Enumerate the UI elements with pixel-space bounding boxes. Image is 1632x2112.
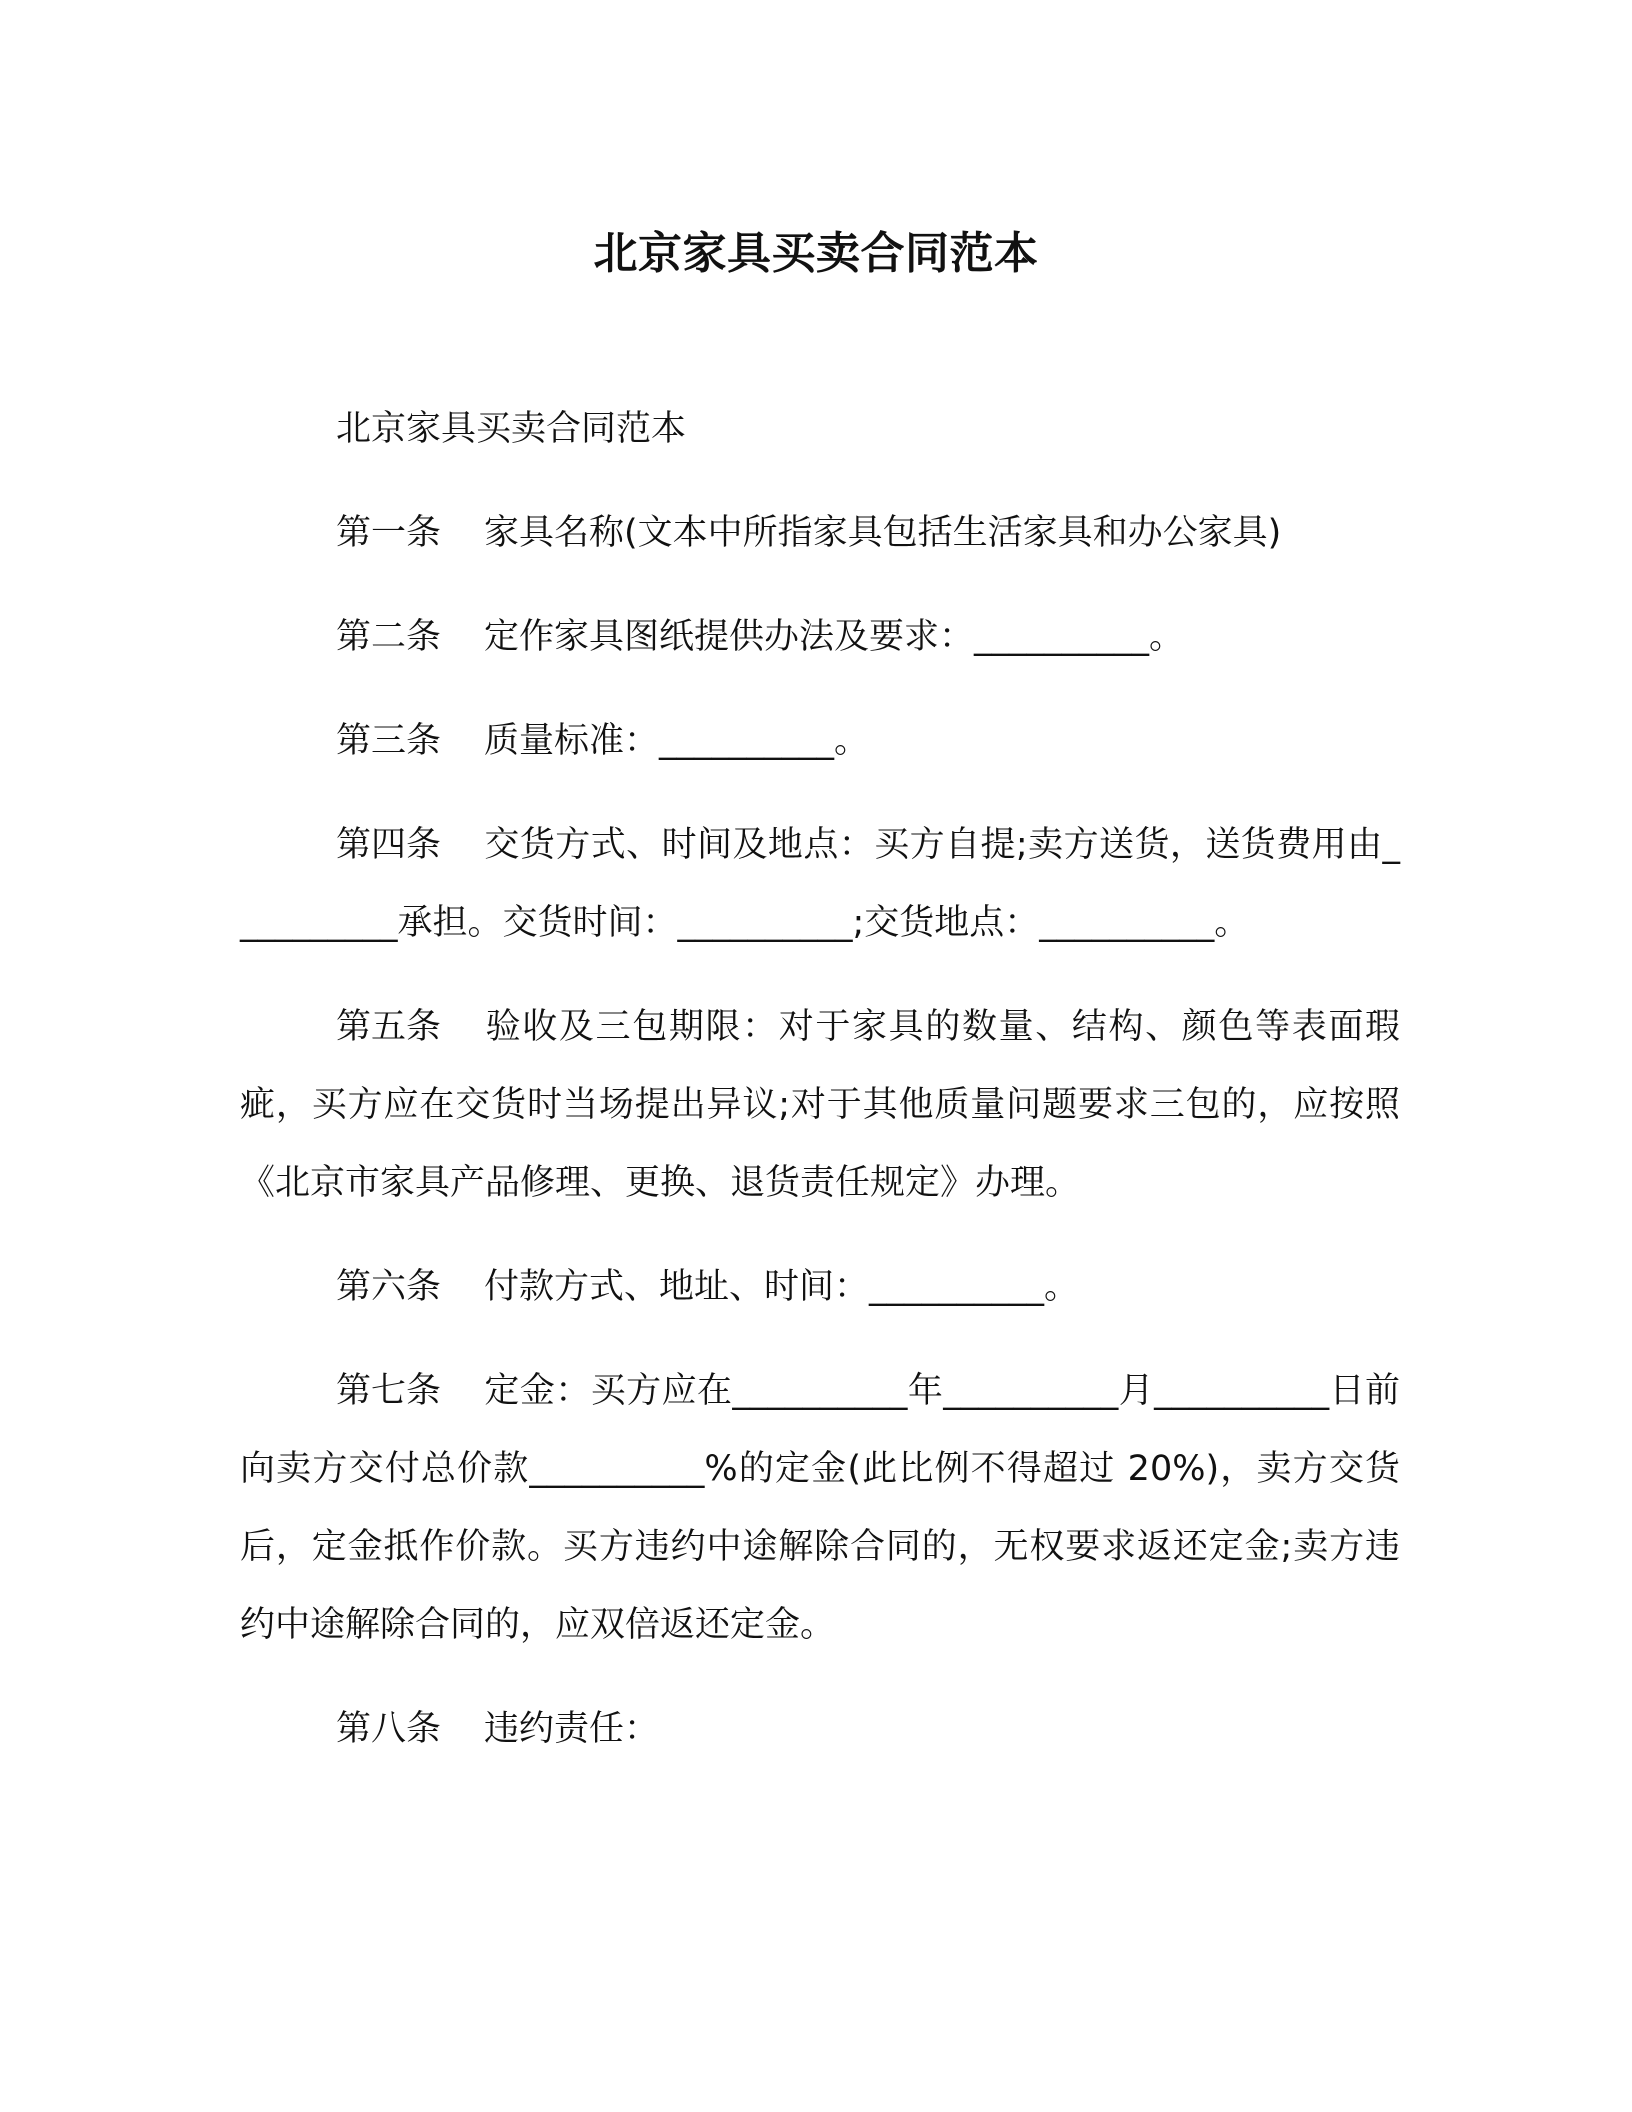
article-5-text: 验收及三包期限：对于家具的数量、结构、颜色等表面瑕疵，买方应在交货时当场提出异议;对于其他质量问题要求三包的，应按照《北京市家具产品修理、更换、退货责任规定》办理。 (240, 1007, 1400, 1203)
article-3 (240, 702, 1400, 780)
article-3-label: 第三条 (336, 721, 442, 761)
article-2-label: 第二条 (336, 617, 442, 657)
article-6 (240, 1248, 1400, 1326)
article-1-label: 第一条 (336, 513, 442, 553)
article-4 (240, 806, 1400, 962)
article-2-text: 定作家具图纸提供办法及要求：__________。 (484, 617, 1185, 657)
article-6-text: 付款方式、地址、时间：__________。 (484, 1267, 1080, 1307)
article-8-label: 第八条 (336, 1709, 442, 1749)
article-7 (240, 1352, 1400, 1664)
document-subtitle: 北京家具买卖合同范本 (336, 409, 687, 449)
article-1 (240, 494, 1400, 572)
article-5 (240, 988, 1400, 1222)
article-6-label: 第六条 (336, 1267, 442, 1307)
article-1-text: 家具名称(文本中所指家具包括生活家具和办公家具) (484, 513, 1282, 553)
article-5-label: 第五条 (336, 1007, 442, 1047)
article-7-text: 定金：买方应在__________年__________月__________日前向卖方交付总价款__________%的定金(此比例不得超过 20%)，卖方交货后，定金抵作价款。买方违约中途解除合同的，无权要求返还定金;卖方违约中途解除合同的，应双倍返还定金。 (240, 1371, 1400, 1645)
article-8 (240, 1690, 1400, 1768)
article-4-label: 第四条 (336, 825, 442, 865)
article-7-label: 第七条 (336, 1371, 442, 1411)
article-4-text: 交货方式、时间及地点：买方自提;卖方送货，送货费用由__________承担。交货时间：__________;交货地点：__________。 (240, 825, 1400, 943)
document-title: 北京家具买卖合同范本 (593, 228, 1039, 279)
article-3-text: 质量标准：__________。 (484, 721, 870, 761)
article-8-text: 违约责任： (484, 1709, 660, 1749)
document-body (240, 390, 1400, 1794)
article-2 (240, 598, 1400, 676)
